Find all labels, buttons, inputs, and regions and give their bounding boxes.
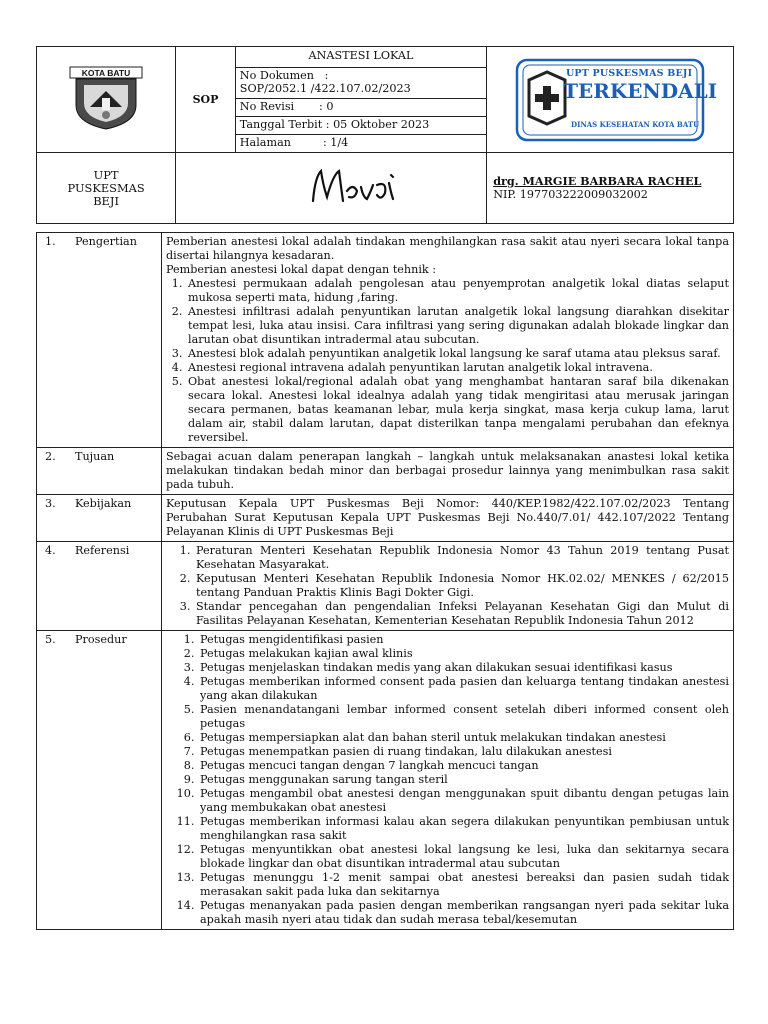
unit-line-1: UPT (93, 167, 119, 182)
logo-text: KOTA BATU (81, 67, 131, 78)
list-item: 12. Petugas menyuntikkan obat anestesi lokal langsung ke lesi, luka dan sekitarnya secara blokade lingkar dan obat disuntikan intradermal atau subcutan (198, 843, 729, 871)
unit-name (37, 153, 176, 224)
unit-line-3: BEJI (93, 193, 119, 208)
halaman: Halaman : 1/4 (235, 135, 486, 153)
list-item: 4. Petugas memberikan informed consent pada pasien dan keluarga tentang tindakan anestesi yang akan dilakukan (198, 675, 729, 703)
list-item: 1. Anestesi permukaan adalah pengolesan atau penyemprotan analgetik lokal diatas selaput mukosa seperti mata, hidung ,faring. (186, 277, 729, 305)
list-item: 5. Obat anestesi lokal/regional adalah obat yang menghambat hantaran saraf bila dikenakan secara lokal. Anestesi lokal idealnya adalah yang tidak mengiritasi atau merusak jaringan secara permanen, batas keamanan lebar, mula kerja singkat, masa kerja cukup lama, larut dalam air, stabil dalam larutan, dapat disterilkan tanpa mengalami perubahan dan efeknya reversibel. (186, 375, 729, 445)
header-table (36, 46, 734, 224)
kota-batu-logo (66, 65, 146, 131)
sop-document (36, 46, 734, 930)
list-item: 7. Petugas menempatkan pasien di ruang tindakan, lalu dilakukan anestesi (198, 745, 729, 759)
logo-cell (37, 47, 176, 153)
section-label: 3. Kebijakan (37, 495, 162, 542)
kebijakan-text: Keputusan Kepala UPT Puskesmas Beji Nomor: 440/KEP.1982/422.107.02/2023 Tentang Perubahan Surat Keputusan Kepala UPT Puskesmas Beji No.440/7.01/ 442.107/2022 Tentang Pelayanan Klinis di UPT Puskesmas Beji (166, 497, 729, 538)
list-item: 8. Petugas mencuci tangan dengan 7 langkah mencuci tangan (198, 759, 729, 773)
list-item: 1. Peraturan Menteri Kesehatan Republik Indonesia Nomor 43 Tahun 2019 tentang Pusat Kesehatan Masyarakat. (194, 544, 729, 572)
pengertian-intro-2: Pemberian anestesi lokal dapat dengan tehnik : (166, 263, 437, 276)
no-dokumen-cell (235, 68, 486, 99)
pengertian-intro-1: Pemberian anestesi lokal adalah tindakan menghilangkan rasa sakit atau nyeri secara lokal tanpa disertai hilangnya kesadaran. (166, 235, 729, 262)
terkendali-stamp (511, 58, 718, 142)
stamp-top-text: UPT PUSKESMAS BEJI (565, 67, 693, 79)
list-item: 6. Petugas mempersiapkan alat dan bahan steril untuk melakukan tindakan anestesi (198, 731, 729, 745)
list-item: 10. Petugas mengambil obat anestesi dengan menggunakan spuit dibantu dengan petugas lain yang membukakan obat anestesi (198, 787, 729, 815)
signer-cell (487, 153, 734, 224)
list-item: 3. Anestesi blok adalah penyuntikan analgetik lokal langsung ke saraf utama atau pleksus saraf. (186, 347, 729, 361)
signer-nip: NIP. 197703222009032002 (493, 188, 648, 201)
referensi-list (166, 544, 729, 628)
unit-line-2: PUSKESMAS (67, 180, 145, 195)
section-pengertian (37, 233, 734, 448)
section-referensi (37, 542, 734, 631)
no-revisi: No Revisi : 0 (235, 99, 486, 117)
list-item: 9. Petugas menggunakan sarung tangan steril (198, 773, 729, 787)
list-item: 1. Petugas mengidentifikasi pasien (198, 633, 729, 647)
list-item: 4. Anestesi regional intravena adalah penyuntikan larutan analgetik lokal intravena. (186, 361, 729, 375)
list-item: 2. Anestesi infiltrasi adalah penyuntikan larutan analgetik lokal langsung diarahkan disekitar tempat lesi, luka atau insisi. Cara infiltrasi yang sering digunakan adalah blokade lingkar dan larutan obat disuntikan intradermal atau subcutan. (186, 305, 729, 347)
sop-label: SOP (176, 47, 236, 153)
section-content (162, 233, 734, 448)
prosedur-list (166, 633, 729, 927)
signature-image (301, 161, 421, 211)
content-table (36, 232, 734, 930)
list-item: 2. Keputusan Menteri Kesehatan Republik Indonesia Nomor HK.02.02/ MENKES / 62/2015 tentang Panduan Praktis Klinis Bagi Dokter Gigi. (194, 572, 729, 600)
list-item: 5. Pasien menandatangani lembar informed consent setelah diberi informed consent oleh petugas (198, 703, 729, 731)
section-tujuan (37, 448, 734, 495)
stamp-bottom-text: DINAS KESEHATAN KOTA BATU (571, 119, 700, 129)
no-dokumen-label: No Dokumen : (239, 69, 329, 82)
stamp-main-text: TERKENDALI (563, 78, 718, 103)
pengertian-list (166, 277, 729, 445)
signer-name: drg. MARGIE BARBARA RACHEL (493, 174, 702, 188)
section-label: 2. Tujuan (37, 448, 162, 495)
list-item: 14. Petugas menanyakan pada pasien dengan memberikan rangsangan nyeri pada sekitar luka apakah masih nyeri atau tidak dan sudah merasa tebal/kesemutan (198, 899, 729, 927)
section-label: 4. Referensi (37, 542, 162, 631)
list-item: 11. Petugas memberikan informasi kalau akan segera dilakukan penyuntikan pembiusan untuk menghilangkan rasa sakit (198, 815, 729, 843)
no-dokumen-value: SOP/2052.1 /422.107.02/2023 (239, 82, 411, 95)
section-prosedur (37, 631, 734, 930)
stamp-cell (487, 47, 734, 153)
document-title: ANASTESI LOKAL (235, 47, 486, 68)
section-kebijakan (37, 495, 734, 542)
list-item: 3. Standar pencegahan dan pengendalian Infeksi Pelayanan Kesehatan Gigi dan Mulut di Fasilitas Pelayanan Kesehatan, Kementerian Kesehatan Republik Indonesia Tahun 2012 (194, 600, 729, 628)
list-item: 3. Petugas menjelaskan tindakan medis yang akan dilakukan sesuai identifikasi kasus (198, 661, 729, 675)
tanggal-terbit: Tanggal Terbit : 05 Oktober 2023 (235, 117, 486, 135)
tujuan-text: Sebagai acuan dalam penerapan langkah – langkah untuk melaksanakan anastesi lokal ketika melakukan tindakan bedah minor dan berbagai prosedur lainnya yang menimbulkan rasa sakit pada tubuh. (166, 450, 729, 491)
section-label: 1. Pengertian (37, 233, 162, 448)
list-item: 2. Petugas melakukan kajian awal klinis (198, 647, 729, 661)
section-label: 5. Prosedur (37, 631, 162, 930)
signature-cell (176, 153, 487, 224)
list-item: 13. Petugas menunggu 1-2 menit sampai obat anestesi bereaksi dan pasien sudah tidak merasakan sakit pada luka dan sekitarnya (198, 871, 729, 899)
